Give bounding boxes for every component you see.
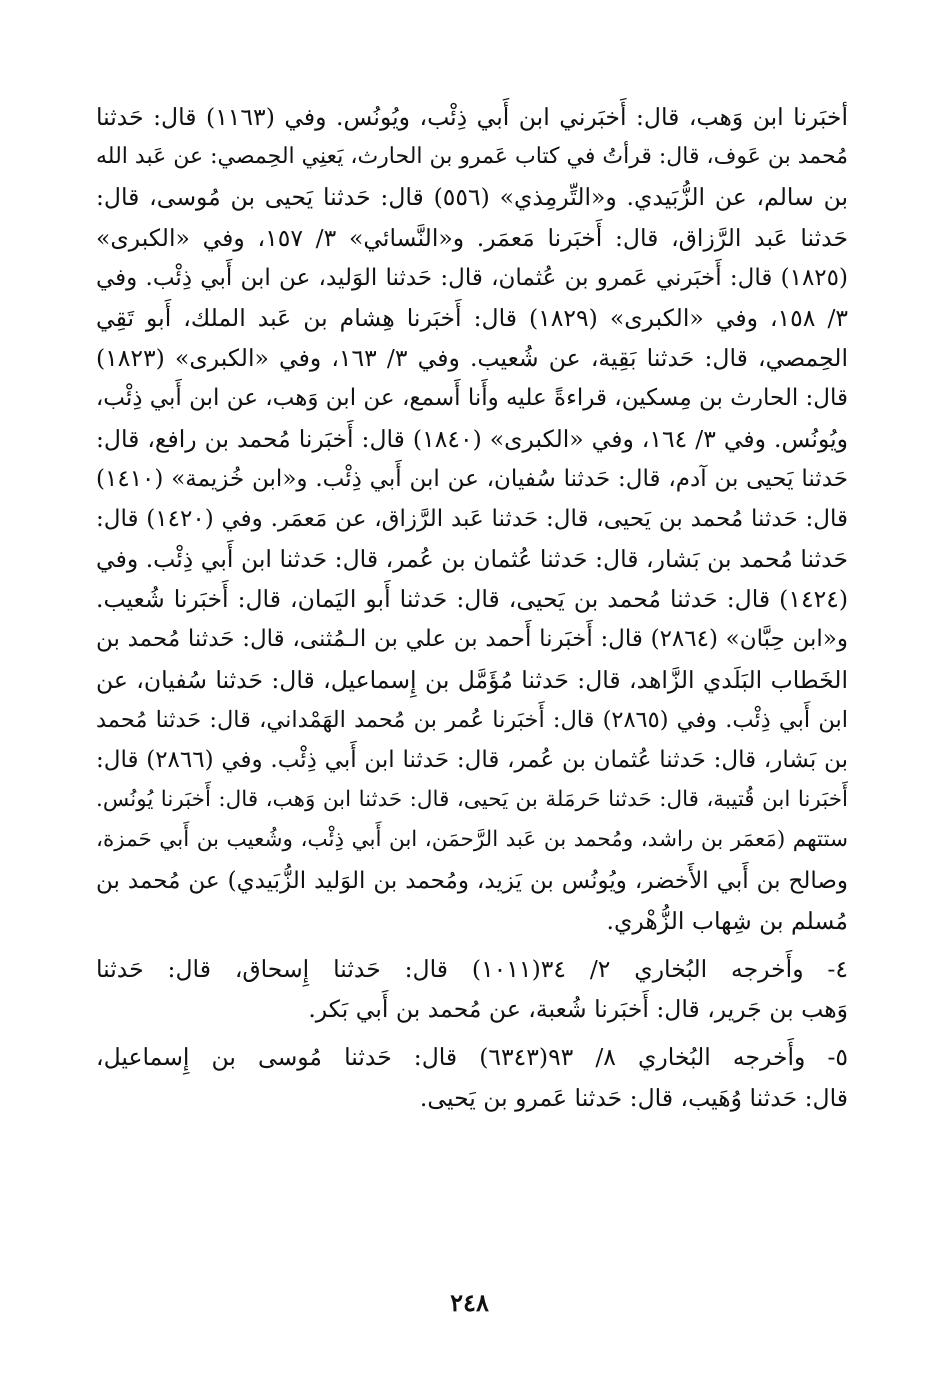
text-line: و«ابن حِبَّان» (٢٨٦٤) قال: أَخبَرنا أَحمد بن علي بن الـمُثنى، قال: حَدثنا مُحمد بن <box>96 626 848 653</box>
paragraph-spacer <box>96 1029 848 1037</box>
text-line: بن سالم، عن الزُّبَيدي. و«التِّرمِذي» (٥٥٦) قال: حَدثنا يَحيى بن مُوسى، قال: <box>96 183 848 212</box>
text-line: مُحمد بن عَوف، قال: قرأتُ في كتاب عَمرو بن الحارث، يَعنِي الحِمصي: عن عَبد الله <box>96 144 848 170</box>
body-text <box>96 97 848 1118</box>
text-line: (١٤٢٤) قال: حَدثنا مُحمد بن يَحيى، قال: حَدثنا أَبو اليَمان، قال: أَخبَرنا شُعيب. <box>96 585 848 614</box>
text-line: ٣/ ١٥٨، وفي «الكبرى» (١٨٢٩) قال: أَخبَرنا هِشام بن عَبد الملك، أَبو تَقِي <box>96 303 848 332</box>
text-line: قال: حَدثنا مُحمد بن يَحيى، قال: حَدثنا عَبد الرَّزاق، عن مَعمَر. وفي (١٤٢٠) قال: <box>96 505 848 532</box>
text-line: ستتهم (مَعمَر بن راشد، ومُحمد بن عَبد الرَّحمَن، ابن أَبي ذِئْب، وشُعيب بن أَبي حَمزة، <box>96 827 848 853</box>
text-line: وَهب بن جَرير، قال: أَخبَرنا شُعبة، عن مُحمد بن أَبي بَكر. <box>308 995 848 1024</box>
text-line: قال: الحارث بن مِسكين، قراءةً عليه وأَنا أَسمع، عن ابن وَهب، عن ابن أَبي ذِئْب، <box>96 385 848 412</box>
text-line: حَدثنا عَبد الرَّزاق، قال: أَخبَرنا مَعمَر. و«النَّسائي» ٣/ ١٥٧، وفي «الكبرى» <box>96 223 848 252</box>
text-line: ابن أَبي ذِئْب. وفي (٢٨٦٥) قال: أَخبَرنا عُمر بن مُحمد الهَمْداني، قال: حَدثنا مُحمد <box>96 706 848 733</box>
text-line: ويُونُس. وفي ٣/ ١٦٤، وفي «الكبرى» (١٨٤٠) قال: أَخبَرنا مُحمد بن رافع، قال: <box>96 424 848 453</box>
text-line: وصالح بن أَبي الأَخضر، ويُونُس بن يَزيد، ومُحمد بن الوَليد الزُّبَيدي) عن مُحمد بن <box>96 867 848 894</box>
text-line: الخَطاب البَلَدي الزَّاهد، قال: حَدثنا مُؤَمَّل بن إِسماعيل، قال: حَدثنا سُفيان، عن <box>96 665 848 694</box>
text-line: حَدثنا يَحيى بن آدم، قال: حَدثنا سُفيان، عن ابن أَبي ذِئْب. و«ابن خُزيمة» (١٤١٠) <box>96 465 848 492</box>
text-line: حَدثنا مُحمد بن بَشار، قال: حَدثنا عُثمان بن عُمر، قال: حَدثنا ابن أَبي ذِئْب. وفي <box>96 545 848 574</box>
text-line: (١٨٢٥) قال: أَخبَرني عَمرو بن عُثمان، قال: حَدثنا الوَليد، عن ابن أَبي ذِئْب. وفي <box>96 264 848 291</box>
text-line: ٤- وأَخرجه البُخاري ٢/ ٣٤(١٠١١) قال: حَدثنا إِسحاق، قال: حَدثنا <box>96 954 848 983</box>
text-line: ٥- وأَخرجه البُخاري ٨/ ٩٣(٦٣٤٣) قال: حَدثنا مُوسى بن إِسماعيل، <box>96 1043 848 1072</box>
text-line: الحِمصي، قال: حَدثنا بَقِية، عن شُعيب. وفي ٣/ ١٦٣، وفي «الكبرى» (١٨٢٣) <box>96 344 848 373</box>
text-line: مُسلم بن شِهاب الزُّهْري. <box>606 906 848 935</box>
paragraph-1 <box>96 97 848 941</box>
text-line: أَخبَرنا ابن قُتيبة، قال: حَدثنا حَرمَلة بن يَحيى، قال: حَدثنا ابن وَهب، قال: أَخبَرنا يُونُس. <box>96 787 848 813</box>
page-number: ٢٤٨ <box>450 1288 489 1317</box>
text-line: أخبَرنا ابن وَهب، قال: أَخبَرني ابن أَبي ذِئْب، ويُونُس. وفي (١١٦٣) قال: حَدثنا <box>96 103 848 131</box>
text-line: قال: حَدثنا وُهَيب، قال: حَدثنا عَمرو بن يَحيى. <box>419 1083 848 1112</box>
paragraph-3 <box>96 1037 848 1117</box>
text-line: بن بَشار، قال: حَدثنا عُثمان بن عُمر، قال: حَدثنا ابن أَبي ذِئْب. وفي (٢٨٦٦) قال: <box>96 747 848 773</box>
paragraph-2 <box>96 949 848 1029</box>
paragraph-spacer <box>96 941 848 949</box>
